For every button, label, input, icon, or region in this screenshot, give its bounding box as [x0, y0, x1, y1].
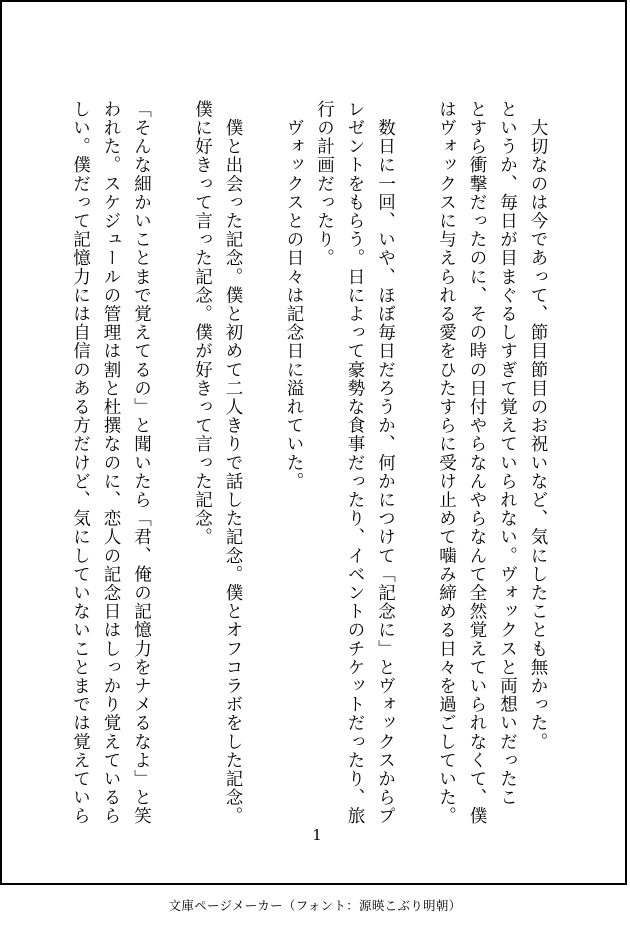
- blank-line: [401, 100, 432, 800]
- blank-line: [157, 100, 188, 800]
- text-line: とすら衝撃だったのに、その時の日付やらなんやらなんて全然覚えていられなくて、僕: [467, 100, 487, 826]
- text-line: 数日に一回、いや、ほぼ毎日だろうか、何かにつけて「記念に」とヴォックスからプ: [375, 100, 396, 826]
- text-line: はヴォックスに与えられる愛をひたすらに受け止めて噛み締める日々を過ごしていた。: [436, 100, 457, 826]
- text-line: 行の計画だったり。: [314, 100, 335, 268]
- footer-credit: 文庫ページメーカー（フォント：源暎こぶり明朝）: [168, 898, 462, 913]
- blank-line: [248, 100, 279, 800]
- text-line: しい。僕だって記憶力には自信のある方だけど、気にしていないことまでは覚えていら: [70, 100, 91, 826]
- text-line: 「そんな細かいことまで覚えてるの」と聞いたら「君、俺の記憶力をナメるなよ」と笑: [131, 100, 152, 826]
- text-line: 大切なのは今であって、節目節目のお祝いなど、気にしたことも無かった。: [528, 100, 548, 751]
- body-text: [65, 100, 553, 826]
- text-line: というか、毎日が目まぐるしすぎて覚えていられない。ヴォックスと両想いだったこ: [497, 100, 518, 807]
- text-line: われた。スケジュールの管理は割と杜撰なのに、恋人の記念日はしっかり覚えているら: [101, 100, 121, 826]
- text-line: 僕と出会った記念。僕と初めて二人きりで話した記念。僕とオフコラボをした記念。: [223, 100, 243, 826]
- text-line: ヴォックスとの日々は記念日に溢れていた。: [284, 100, 304, 491]
- text-line: レゼントをもらう。日によって豪勢な食事だったり、イベントのチケットだったり、旅: [345, 100, 365, 826]
- text-line: 僕に好きって言った記念。僕が好きって言った記念。: [192, 100, 213, 547]
- page-number: 1: [312, 826, 322, 844]
